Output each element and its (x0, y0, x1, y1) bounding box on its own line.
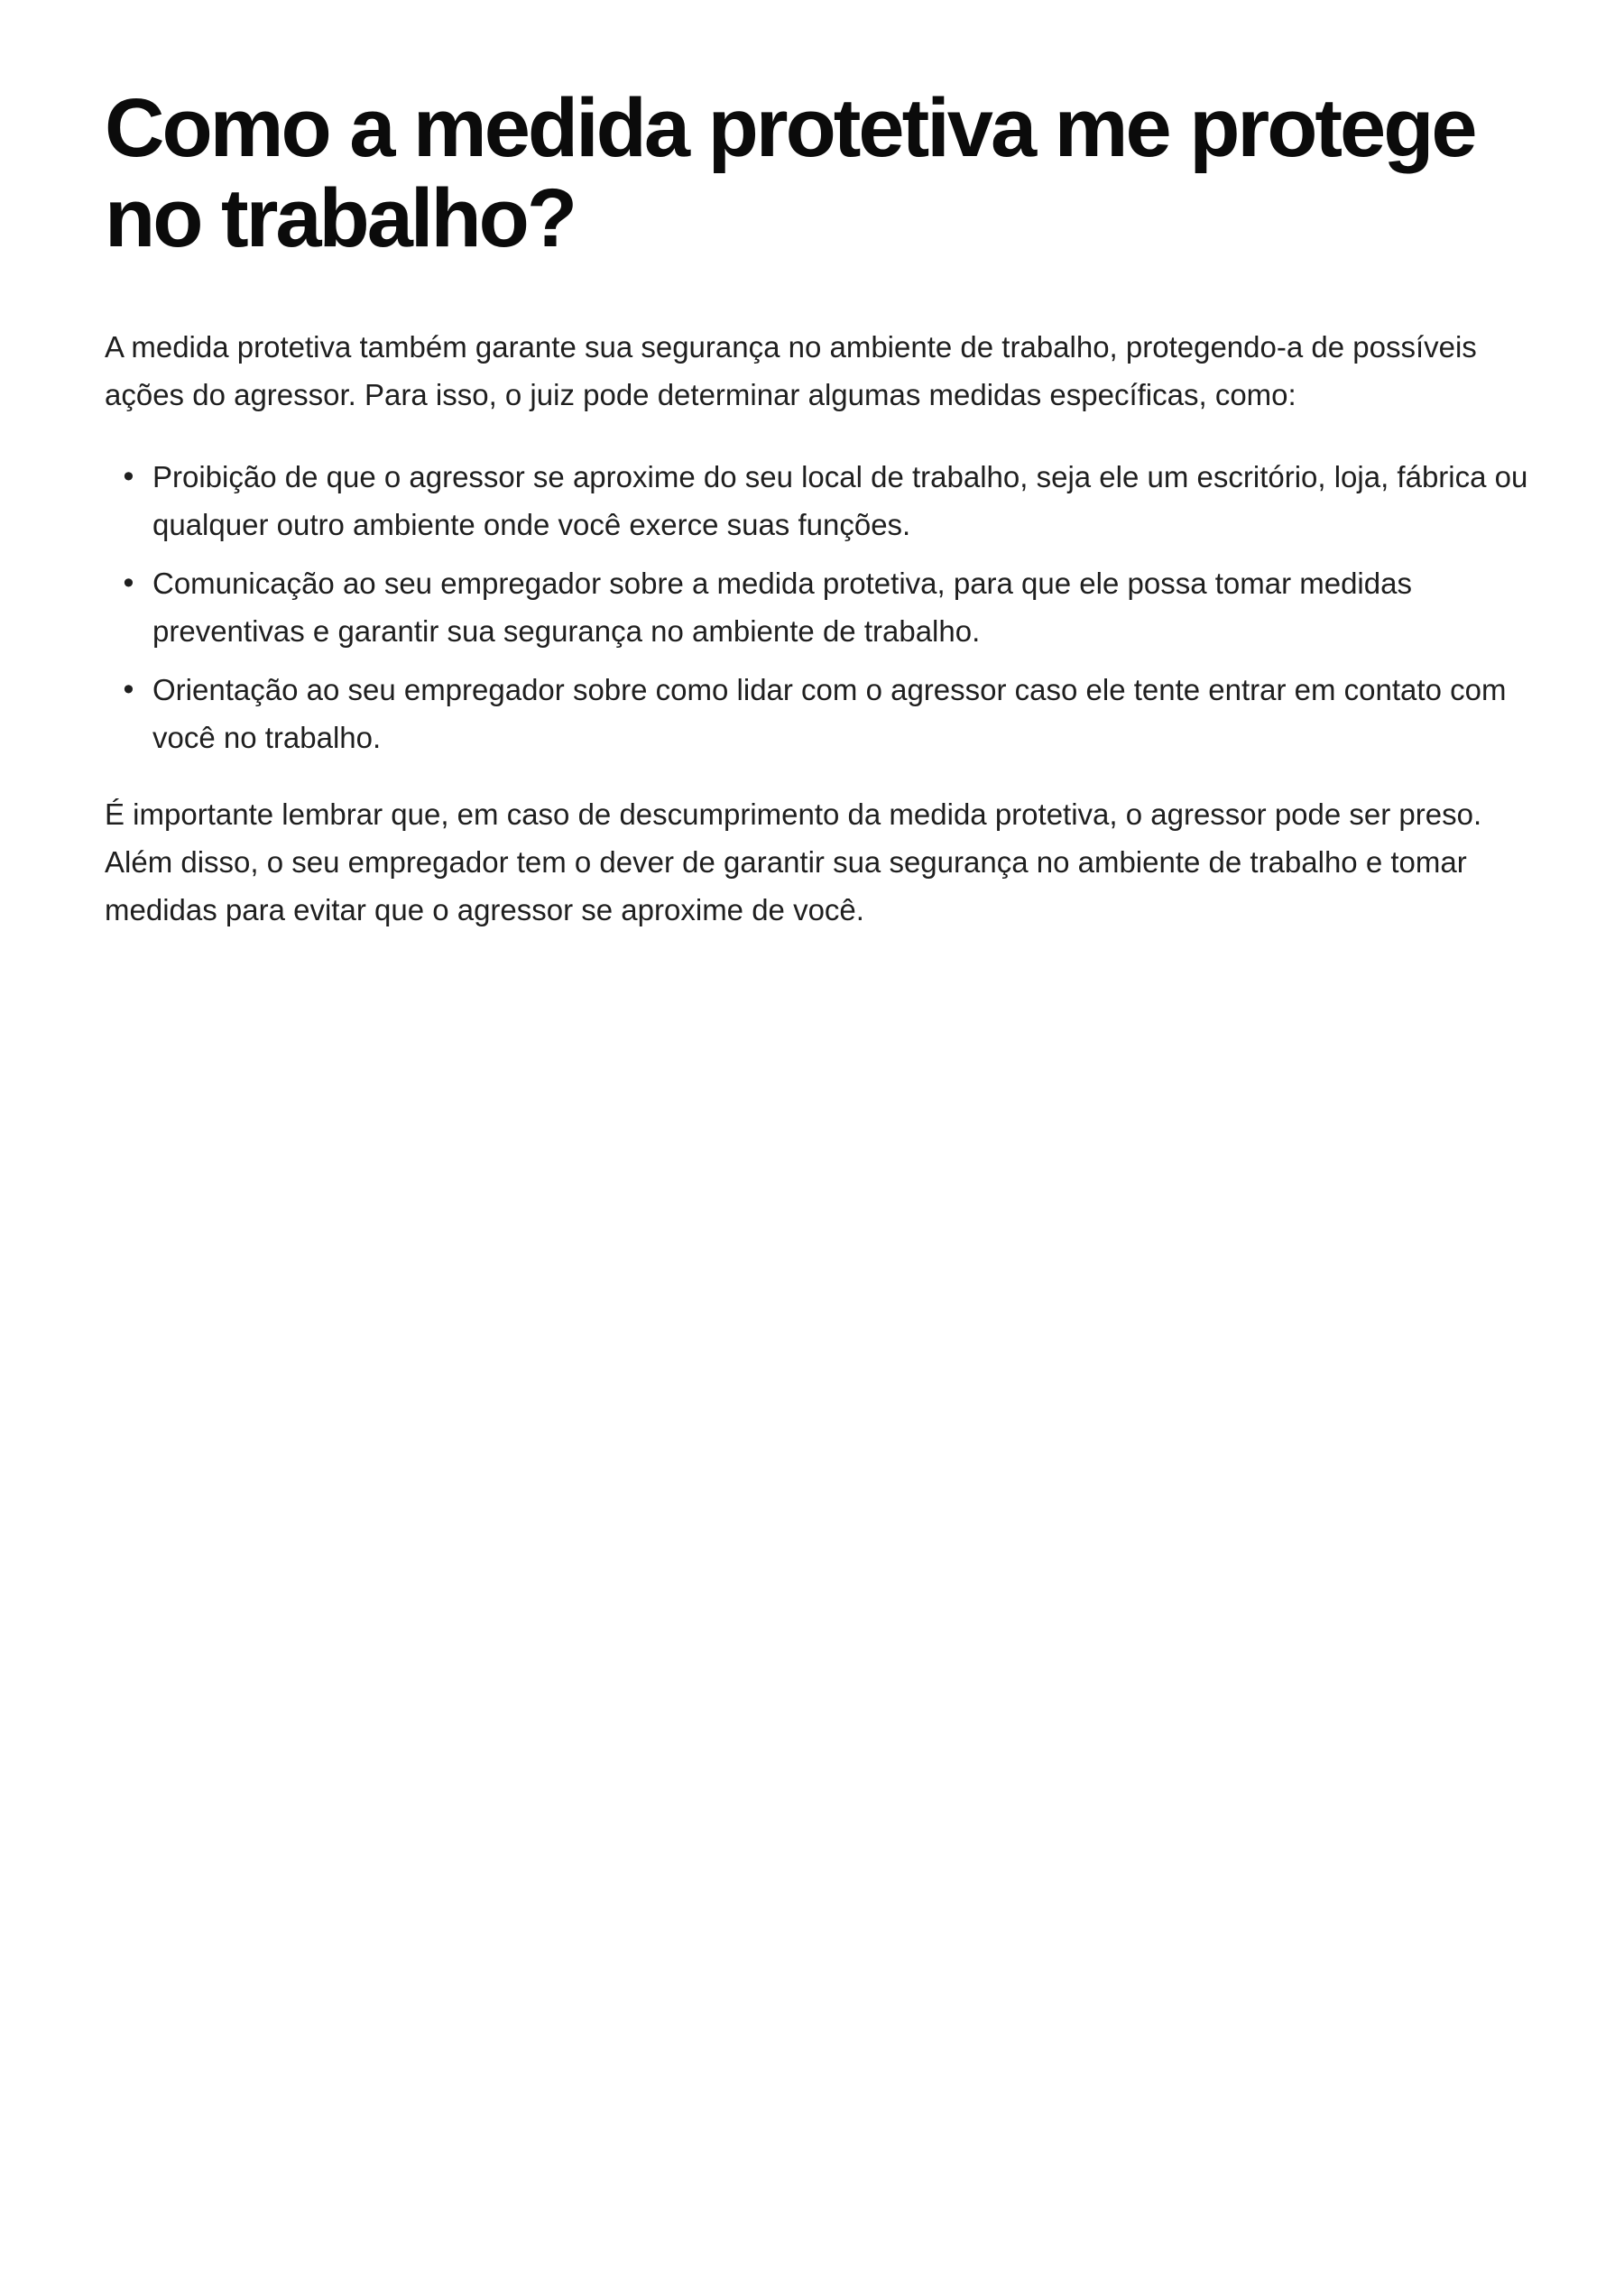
list-item-text: Proibição de que o agressor se aproxime do seu local de trabalho, seja ele um escritório, loja, fábrica ou qualquer outro ambiente onde você exerce suas funções. (152, 460, 1528, 541)
document-page (105, 83, 1530, 934)
list-item-text: Orientação ao seu empregador sobre como lidar com o agressor caso ele tente entrar em contato com você no trabalho. (152, 673, 1507, 754)
bullet-list (105, 453, 1530, 761)
list-item-text: Comunicação ao seu empregador sobre a medida protetiva, para que ele possa tomar medidas preventivas e garantir sua segurança no ambiente de trabalho. (152, 567, 1412, 648)
closing-paragraph: É importante lembrar que, em caso de descumprimento da medida protetiva, o agressor pode ser preso. Além disso, o seu empregador tem o dever de garantir sua segurança no ambiente de trabalho e tomar medidas para evitar que o agressor se aproxime de você. (105, 797, 1482, 926)
page-title: Como a medida protetiva me protege no trabalho? (105, 82, 1475, 264)
bullet-icon: • (123, 566, 134, 600)
bullet-icon: • (123, 459, 134, 493)
list-item (123, 453, 1530, 548)
list-item (123, 559, 1530, 655)
bullet-icon: • (123, 672, 134, 706)
list-item (123, 666, 1530, 761)
intro-paragraph: A medida protetiva também garante sua segurança no ambiente de trabalho, protegendo-a de possíveis ações do agressor. Para isso, o juiz pode determinar algumas medidas específicas, como: (105, 330, 1477, 411)
